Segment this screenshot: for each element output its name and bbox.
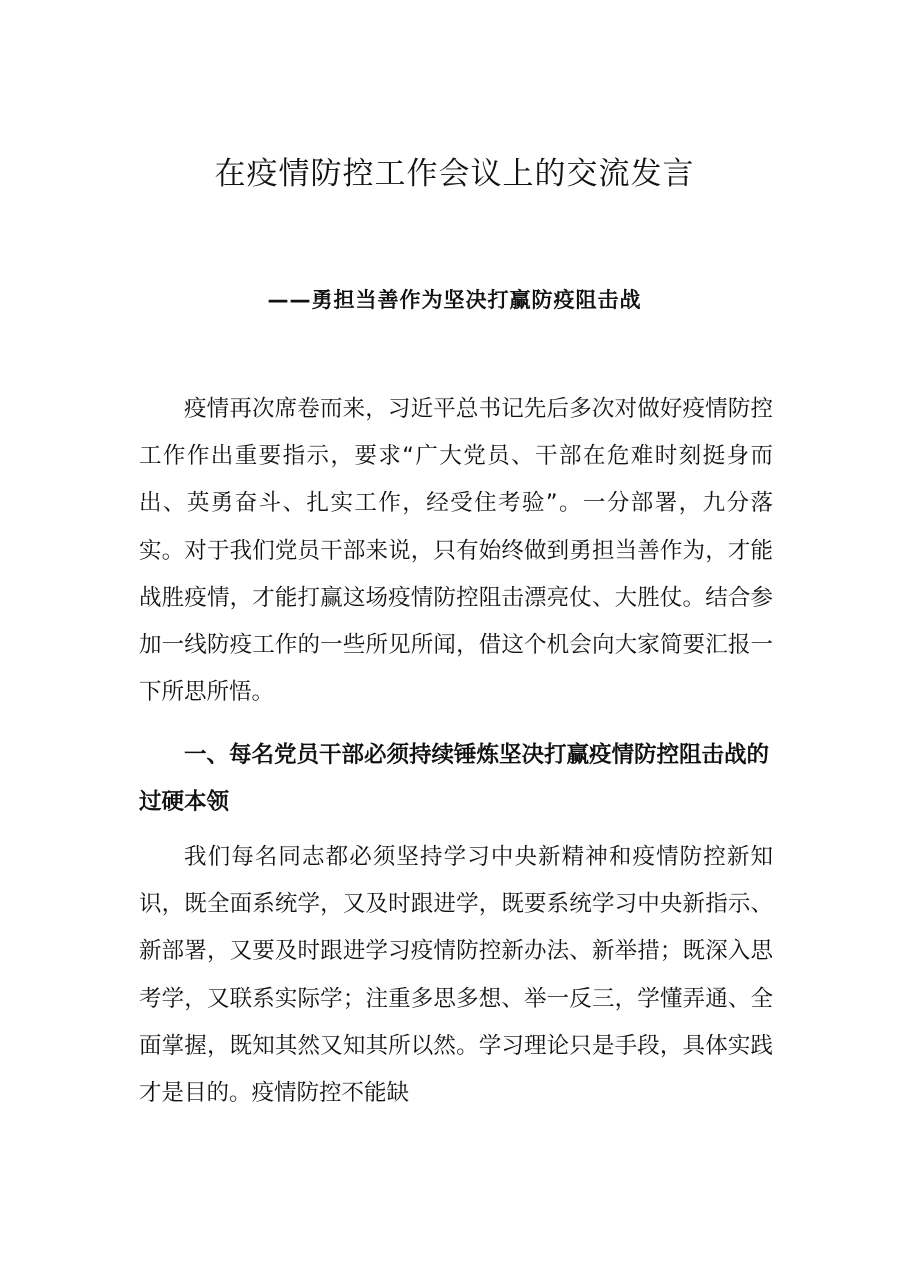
body-paragraph-2: 我们每名同志都必须坚持学习中央新精神和疫情防控新知识，既全面系统学，又及时跟进学，既要系统学习中央新指示、新部署，又要及时跟进学习疫情防控新办法、新举措；既深入思考学，又联系实际学；注重多思多想、举一反三，学懂弄通、全面掌握，既知其然又知其所以然。学习理论只是手段，具体实践才是目的。疫情防控不能缺 — [139, 844, 773, 1107]
document-title: 在疫情防控工作会议上的交流发言 — [214, 156, 695, 192]
body-paragraph-1: 疫情再次席卷而来，习近平总书记先后多次对做好疫情防控工作作出重要指示，要求“广大党员、干部在危难时刻挺身而出、英勇奋斗、扎实工作，经受住考验”。一分部署，九分落实。对于我们党员干部来说，只有始终做到勇担当善作为，才能战胜疫情，才能打赢这场疫情防控阻击漂亮仗、大胜仗。结合参加一线防疫工作的一些所见所闻，借这个机会向大家简要汇报一下所思所悟。 — [139, 396, 773, 706]
section-heading-1: 一、每名党员干部必须持续锤炼坚决打赢疫情防控阻击战的过硬本领 — [139, 742, 770, 815]
document-subtitle: ——勇担当善作为坚决打赢防疫阻击战 — [267, 288, 642, 312]
